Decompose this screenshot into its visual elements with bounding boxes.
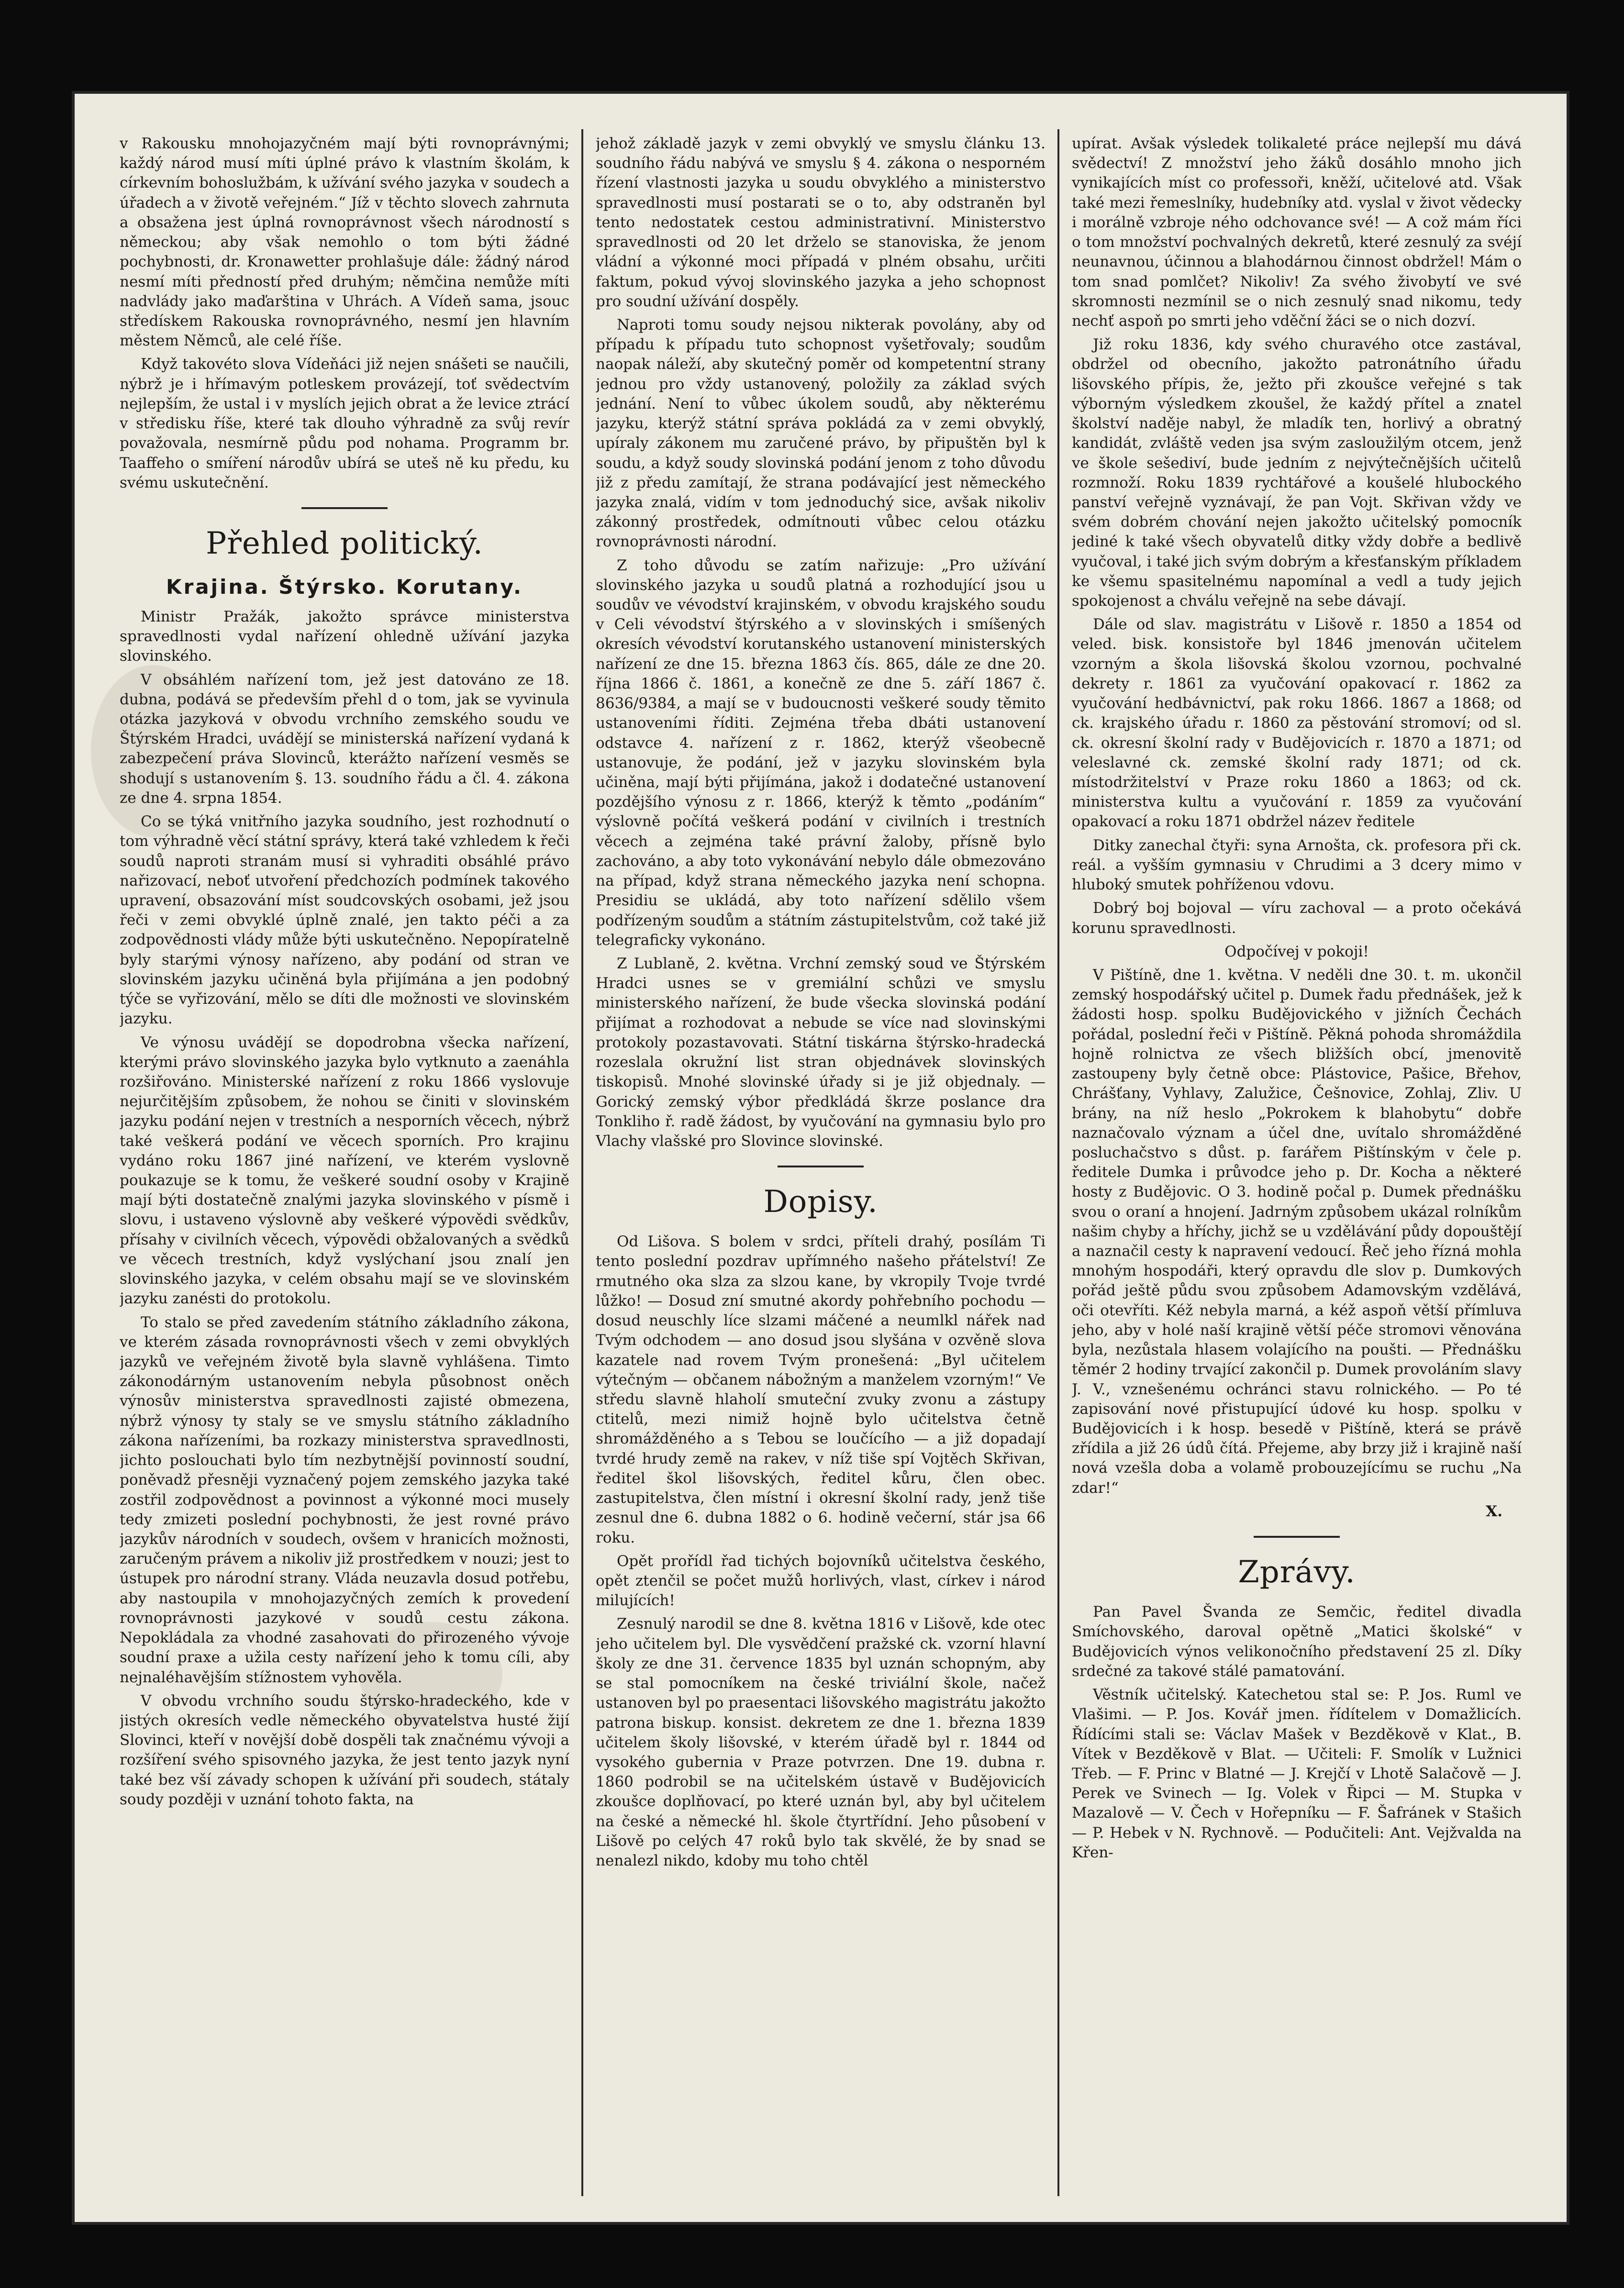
newspaper-page (72, 91, 1569, 2225)
paragraph: To stalo se před zavedením státního základního zákona, ve kterém zásada rovnoprávnosti všech v zemi obvyklých jazyků ve veřejném životě byla slavně vyhlášena. Timto zákonodárným ustanovením nebyla působnost oněch výnosův ministerstva spravedlnosti zajisté obmezena, nýbrž výnosy ty staly se ve smyslu státního základního zákona nařízeními, ba rozkazy ministerstva spravedlnosti, jichto poslouchati bylo tím nezbytnější povinností soudní, poněvadž přesněji vyznačený pojem zemského jazyka také zostřil zodpovědnost a povinnost a výkonné moci musely tedy zmizeti poslední pochybnosti, že jest rovné právo jazykův národních v soudech, ovšem v hranicích možnosti, zaručeným právem a nikoliv již prostředkem v nouzi; jest to ústupek pro národní strany. Vláda neuzavla dosud potřebu, aby nastoupila v mnohojazyčných zemích k provedení rovnoprávnosti jazykové v soudů cestu zákona. Nepokládala za vhodné zasahovati do přirozeného vývoje soudní praxe a užila cesty nařízení jeho k tomu cíli, aby nejnaléhavějším stížnostem vyhověla. (120, 1313, 569, 1686)
paragraph: V Pištíně, dne 1. května. V neděli dne 30. t. m. ukončil zemský hospodářský učitel p. Dumek řadu přednášek, jež k žádosti hosp. spolku Budějovického v jižních Čechách pořádal, poslední řeči v Pištíně. Pěkná pohoda shromáždila hojně rolnictva ze všech bližších obcí, jmenovitě zastoupeny byly četně obce: Plástovice, Pašice, Břehov, Chrášťany, Vyhlavy, Zalužice, Češnovice, Zohlaj, Zliv. U brány, na níž heslo „Pokrokem k blahobytu“ dobře naznačovalo význam a účel dne, uvítalo shromážděné posluchačstvo s důst. p. farářem Pištínským v čele p. ředitele Dumka i průvodce jeho p. Dr. Kocha a některé hosty z Budějovic. O 3. hodině počal p. Dumek přednášku svou o oraní a hnojení. Jadrným způsobem ukázal rolníkům našim chyby a hříchy, jichž se u vzdělávání půdy dopouštějí a naznačil cesty k napravení vedoucí. Řeč jeho řízná mohla mnohým hospodáři, který opravdu dle slov p. Dumkových pořád ještě půdu svou způsobem Adamovským vzdělává, oči otevříti. Kéž nebyla marná, a kéž aspoň větší přímluva jeho, aby v holé naší krajině větší péče stromovi věnována byla, nezůstala hlasem volajícího na poušti. — Přednášku těmér 2 hodiny trvající zakončil p. Dumek provoláním slavy J. V., vznešenému ochránci stavu rolnického. — Po té zapisování nové přistupující údové ku hosp. spolku v Budějovicích i k hosp. besedě v Pištíně, která se právě zřídila a již 26 údů čítá. Přejeme, aby brzy již i krajině naší nová vzešla doba a volamě probouzejícímu se ruchu „Na zdar!“ (1072, 966, 1522, 1497)
paragraph: V obvodu vrchního soudu štýrsko-hradeckého, kde v jistých okresích vedle německého obyvatelstva husté žijí Slovinci, kteří v novější době dospěli tak značnému vývoji a rozšíření svého spisovného jazyka, že jest tento jazyk nyní také bez vší závady schopen k užívání při soudech, státaly soudy později v uznání tohoto fakta, na (120, 1692, 569, 1808)
paragraph: upírat. Avšak výsledek tolikaleté práce nejlepší mu dává svědectví! Z množství jeho žáků dosáhlo mnoho jich vynikajících míst co professoři, kněží, učitelové atd. Však také mezi řemeslníky, hudebníky atd. vyslal v život vědecky i morálně vzbroje ného odchovance své! — A což mám říci o tom množství pochvalných dekretů, které zesnulý za svéjí neunavnou, účinnou a blahodárnou činnost obdržel! Mám o tom snad pomlčet? Nikoliv! Za svého živobytí ve své skromnosti nezmínil se o nich zesnulý snad nikomu, tedy nechť aspoň po smrti jeho vděční žáci se o nich dozví. (1072, 135, 1522, 330)
paragraph: Ministr Pražák, jakožto správce ministerstva spravedlnosti vydal nařízení ohledně užívání jazyka slovinského. (120, 608, 569, 665)
farewell-line: Odpočívej v pokoji! (1224, 943, 1369, 960)
paragraph: Dobrý boj bojoval — víru zachoval — a proto očekává korunu spravedlnosti. (1072, 900, 1522, 937)
paragraph: Ve výnosu uvádějí se dopodrobna všecka nařízení, kterými právo slovinského jazyka bylo vytknuto a zaenáhla rozšiřováno. Ministerské nařízení z roku 1866 vyslovuje nejurčitějším způsobem, že nohou se činiti v slovinském jazyku podání nejen v trestních a nesporních věcech, nýbrž také veškerá podání ve věcech sporních. Pro krajinu vydáno roku 1867 jiné nařízení, ve kterém vyslovně poukazuje se k tomu, že veškeré soudní osoby v Krajině mají býti dostatečně znalými jazyka slovinského v písmě i slovu, i ustaveno výslovně aby veškeré výpovědi svědkův, přísahy v civilních věcech, výpovědi obžalovaných a svědků ve věcech trestních, když vyslýchaní jsou znalí jen slovinského jazyka, v celém obsahu mají se ve slovinském jazyku zanésti do protokolu. (120, 1033, 569, 1308)
column-rule (581, 129, 583, 2196)
paragraph: Z Lublaně, 2. května. Vrchní zemský soud ve Štýrském Hradci usnes se v gremiální schůzi ve smyslu ministerského nařízení, že bude všecka slovinská podání přijímat a rozhodovat a nebude se více nad slovinskými protokoly pozastavovati. Státní tiskárna štýrsko-hradecká rozeslala okružní list stran objednávek slovinských tiskopisů. Mnohé slovinské úřady si je již objednaly. — Gorický zemský výbor předkládá škrze poslance dra Tonkliho ř. radě žádost, by vyučování na gymnasiu bylo pro Vlachy vlašské pro Slovince slovinské. (596, 955, 1046, 1150)
paragraph: Již roku 1836, kdy svého churavého otce zastával, obdržel od obecního, jakožto patronátního úřadu lišovského přípis, že, ježto při zkoušce veřejné s tak výborným výsledkem zkoušel, že každý přítel a znatel školství naděje nabyl, že mladík ten, horlivý a obratný kandidát, zvláště veden jsa svým zasloužilým otcem, jenž ve škole sešediví, bude jedním z nejvýtečnějších učitelů rozmnoží. Roku 1839 rychtářové a koušelé hlubockého panství veřejně vyznávají, že pan Vojt. Skřivan vždy ve svém dobrém chování nejen jakožto učitelský pomocník jediné k také všech obyvatelů ditky vždy dobře a bedlivě vyučoval, i také jich svým dobrým a křesťanským příkladem ke všemu spasitelnému napomínal a vedl a tudy jejich spokojenost a chválu veřejně na sebe dávají. (1072, 336, 1522, 610)
signature: X. (1486, 1502, 1502, 1520)
paragraph: Ditky zanechal čtyři: syna Arnošta, ck. profesora při ck. reál. a vyšším gymnasiu v Chrudimi a 3 dcery mimo v hluboký smutek pohříženou vdovu. (1072, 836, 1522, 894)
section-title-news: Zprávy. (1238, 1555, 1356, 1590)
paragraph: Co se týká vnitřního jazyka soudního, jest rozhodnutí o tom výhradně věcí státní správy, která také vzhledem k řeči soudů naproti stranám musí si vyhraditi obsáhlé právo nařizovací, neboť utvoření předchozích podmínek takového upravení, obsazování míst soudcovských osobami, jež jsou řeči v zemi obvyklé úplně znalé, jen takto péči a za zodpovědnosti vlády může býti uskutečněno. Nepopíratelně byly starými výnosy nařízeno, aby podání od stran ve slovinském jazyku učiněná byla přijímána a jen podobný týče se vyřizování, mělo se díti dle možnosti ve slovinském jazyku. (120, 813, 569, 1028)
paragraph: Dále od slav. magistrátu v Lišově r. 1850 a 1854 od veled. bisk. konsistoře byl 1846 jmenován učitelem vzorným a škola lišovská školou vzornou, pochvalné dekrety r. 1861 za vyučování opakovací r. 1862 za vyučování hedbávnictví, pak roku 1866. 1867 a 1868; od ck. krajského úřadu r. 1860 za pěstování stromoví; od sl. ck. okresní školní rady v Budějovicích r. 1870 a 1871; od veleslavné ck. zemské školní rady 1871; od ck. místodržitelství v Praze roku 1860 a 1863; od ck. ministerstva kultu a vyučování r. 1859 za vyučování opakovací a roku 1871 obdržel název ředitele (1072, 616, 1522, 831)
section-title-letters: Dopisy. (763, 1184, 878, 1220)
column-middle (596, 134, 1046, 2191)
paragraph: V obsáhlém nařízení tom, jež jest datováno ze 18. dubna, podává se především přehl d o tom, jak se vyvinula otázka jazyková v obvodu vrchního zemského soudu ve Štýrském Hradci, uvádějí se ministerská nařízení vydaná k zabezpečení práva Slovinců, kterážto nařízení vesměs se shodují s ustanovením §. 13. soudního řádu a čl. 4. zákona ze dne 4. srpna 1854. (120, 671, 569, 807)
paragraph: Pan Pavel Švanda ze Semčic, ředitel divadla Smíchovského, daroval opětně „Matici školské“ v Budějovicích výnos velikonočního představení 25 zl. Díky srdečné za takové stálé pamatování. (1072, 1603, 1522, 1680)
paragraph: Věstník učitelský. Katechetou stal se: P. Jos. Ruml ve Vlašimi. — P. Jos. Kovář jmen. řídítelem v Domažlicích. Řídícími stali se: Václav Mašek v Bezděkově v Klat., B. Vítek v Bezděkově v Blat. — Učiteli: F. Smolík v Lužnici Třeb. — F. Princ v Blatné — J. Krejčí v Lhotě Salačově — J. Perek ve Svinech — Ig. Volek v Řipci — M. Stupka v Mazalově — V. Čech v Hořepníku — F. Šafránek v Stašich — P. Hebek v N. Rychnově. — Podučiteli: Ant. Vejžvalda na Křen- (1072, 1686, 1522, 1861)
paragraph: Z toho důvodu se zatím nařizuje: „Pro užívání slovinského jazyka u soudů platná a rozhodující jsou u soudův ve vévodství krajinském, v obvodu krajského soudu v Celi vévodství štýrského a v slovinských i smíšených okresích vévodství korutanského ustanovení ministerských nařízení ze dne 15. března 1863 čís. 865, dále ze dne 20. října 1866 č. 1861, a konečně ze dne 5. září 1867 č. 8636/9384, a mají se v budoucnosti veškeré soudy těmito ustanoveními říditi. Zejména třeba dbáti ustanovení odstavce 4. nařízení z r. 1862, kterýž všeobecně ustanovuje, že podání, jež v jazyku slovinském byla učiněna, mají býti přijímána, jakož i dodatečné ustanovení pozdějšího výnosu z r. 1866, kterýž k těmto „podáním“ výslovně počítá veškerá podání v civilních i trestních věcech a zejména také právní žaloby, přísně bylo zachováno, a aby toto vykonávání nebylo dále obmezováno na případ, když strana německého jazyka není schopna. Presidiu se ukládá, aby toto nařízení sdělilo všem podřízeným soudům a státním zástupitelstvům, což také již telegraficky vykonáno. (596, 556, 1046, 949)
column-rule (1057, 129, 1059, 2196)
subsection-title-regions: Krajina. Štýrsko. Korutany. (166, 575, 523, 599)
paragraph: v Rakousku mnohojazyčném mají býti rovnoprávnými; každý národ musí míti úplné právo k vlastním školám, k církevním bohoslužbám, k užívání svého jazyka v soudech a úřadech a v životě veřejném.“ Jíž v těchto slovech zahrnuta a obsažena jest úplná rovnoprávnost všech národností s německou; aby však nemohlo o tom býti žádné pochybnosti, dr. Kronawetter prohlašuje dále: žádný národ nesmí míti předností před druhým; němčina nemůže míti nadvlády jako maďarština v Uhrách. A Vídeň sama, jsouc středískem Rakouska rovnoprávného, nesmí jen hlavním městem Němců, ale celé říše. (120, 135, 569, 350)
column-left (120, 134, 569, 2191)
column-right (1072, 134, 1522, 2191)
paragraph: Když takovéto slova Vídeňáci již nejen snášeti se naučili, nýbrž je i hřímavým potleskem provázejí, toť svědectvím nejlepším, že ustal i v myslích jejich obrat a že levice ztrácí v středisku říše, které tak dlouho výhradně za svůj revír považovala, nesmírně půdu pod nohama. Programm br. Taaffeho o smíření národův ubírá se uteš ně ku předu, ku svému uskutečnění. (120, 355, 569, 491)
paragraph: Od Lišova. S bolem v srdci, příteli drahý, posílám Ti tento poslední pozdrav upřímného našeho přátelství! Ze rmutného oka slza za slzou kane, by vkropily Tvoje tvrdé lůžko! — Dosud zní smutné akordy pohřebního pochodu — dosud neuschly líce slzami máčené a neumlkl nářek nad Tvým odchodem — ano dosud jsou slyšána v ozvěně slova kazatele nad rovem Tvým pronešená: „Byl učitelem výtečným — občanem nábožným a manželem vzorným!“ Ve středu slavně hlaholí smuteční zvuky zvonu a zástupy ctitelů, mezi nimiž hojně bylo učitelstva četně shromážděného a s Tebou se loučícího — a již dopadají tvrdé hrudy země na rakev, v níž tiše spí Vojtěch Skřivan, ředitel škol lišovských, ředitel kůru, člen obec. zastupitelstva, člen místní i okresní školní rady, jenž tiše zesnul dne 6. dubna 1882 o 6. hodině večerní, stár jsa 66 roku. (596, 1233, 1046, 1546)
paragraph: jehož základě jazyk v zemi obvyklý ve smyslu článku 13. soudního řádu nabývá ve smyslu § 4. zákona o nesporném řízení vlastnosti jazyka u soudu obvyklého a ministerstvo spravedlnosti musí postarati se o to, aby odstraněn byl tento nedostatek cestou administrativní. Ministerstvo spravedlnosti od 20 let drželo se stanoviska, že jenom vládní a výkonné moci případá v plném obsahu, určiti faktum, pokud vývoj slovinského jazyka a jeho schopnost pro soudní užívání dospěly. (596, 135, 1046, 310)
section-divider (778, 1166, 864, 1167)
section-divider (301, 507, 388, 509)
paragraph: Naproti tomu soudy nejsou nikterak povolány, aby od případu k případu tuto schopnost vyšetřovaly; soudům naopak náleží, aby skutečný poměr od kompetentní strany jednou pro vždy ustanovený, položily za základ svých jednání. Není to vůbec úkolem soudů, aby některému jazyku, kterýž státní správa pokládá za v zemi obvyklý, upíraly zákonem mu zaručené právo, by připuštěn byl k soudu, a když soudy slovinská podání jenom z toho důvodu již z předu zamítají, že strana podávající jest německého jazyka znalá, vidím v tom jednoduchý sice, avšak nikoliv zákonný prostředek, odmítnouti vůbec celou otázku rovnoprávnosti národní. (596, 316, 1046, 551)
section-divider (1254, 1536, 1340, 1538)
paragraph: Zesnulý narodil se dne 8. května 1816 v Lišově, kde otec jeho učitelem byl. Dle vysvědčení pražské ck. vzorní hlavní školy ze dne 31. července 1835 byl uznán schopným, aby se stal pomocníkem na české triviální škole, načež ustanoven byl po praesentaci lišovského magistrátu jakožto patrona biskup. konsist. dekretem ze dne 1. března 1839 učitelem školy lišovské, v kterém úřadě byl r. 1844 od vysokého gubernia v Praze potvrzen. Dne 19. dubna r. 1860 podrobil se na učitelském ústavě v Budějovicích zkoušce doplňovací, po které uznán byl, aby byl učitelem na české a německé hl. škole čtyrtřídní. Jeho působení v Lišově po celých 47 roků bylo tak skvělé, že by snad se nenalezl nikdo, kdoby mu toho chtěl (596, 1615, 1046, 1870)
section-title-politics: Přehled politický. (206, 525, 483, 561)
paragraph: Opět prořídl řad tichých bojovníků učitelstva českého, opět ztenčil se počet mužů horlivých, vlast, církev i národ milujících! (596, 1552, 1046, 1610)
